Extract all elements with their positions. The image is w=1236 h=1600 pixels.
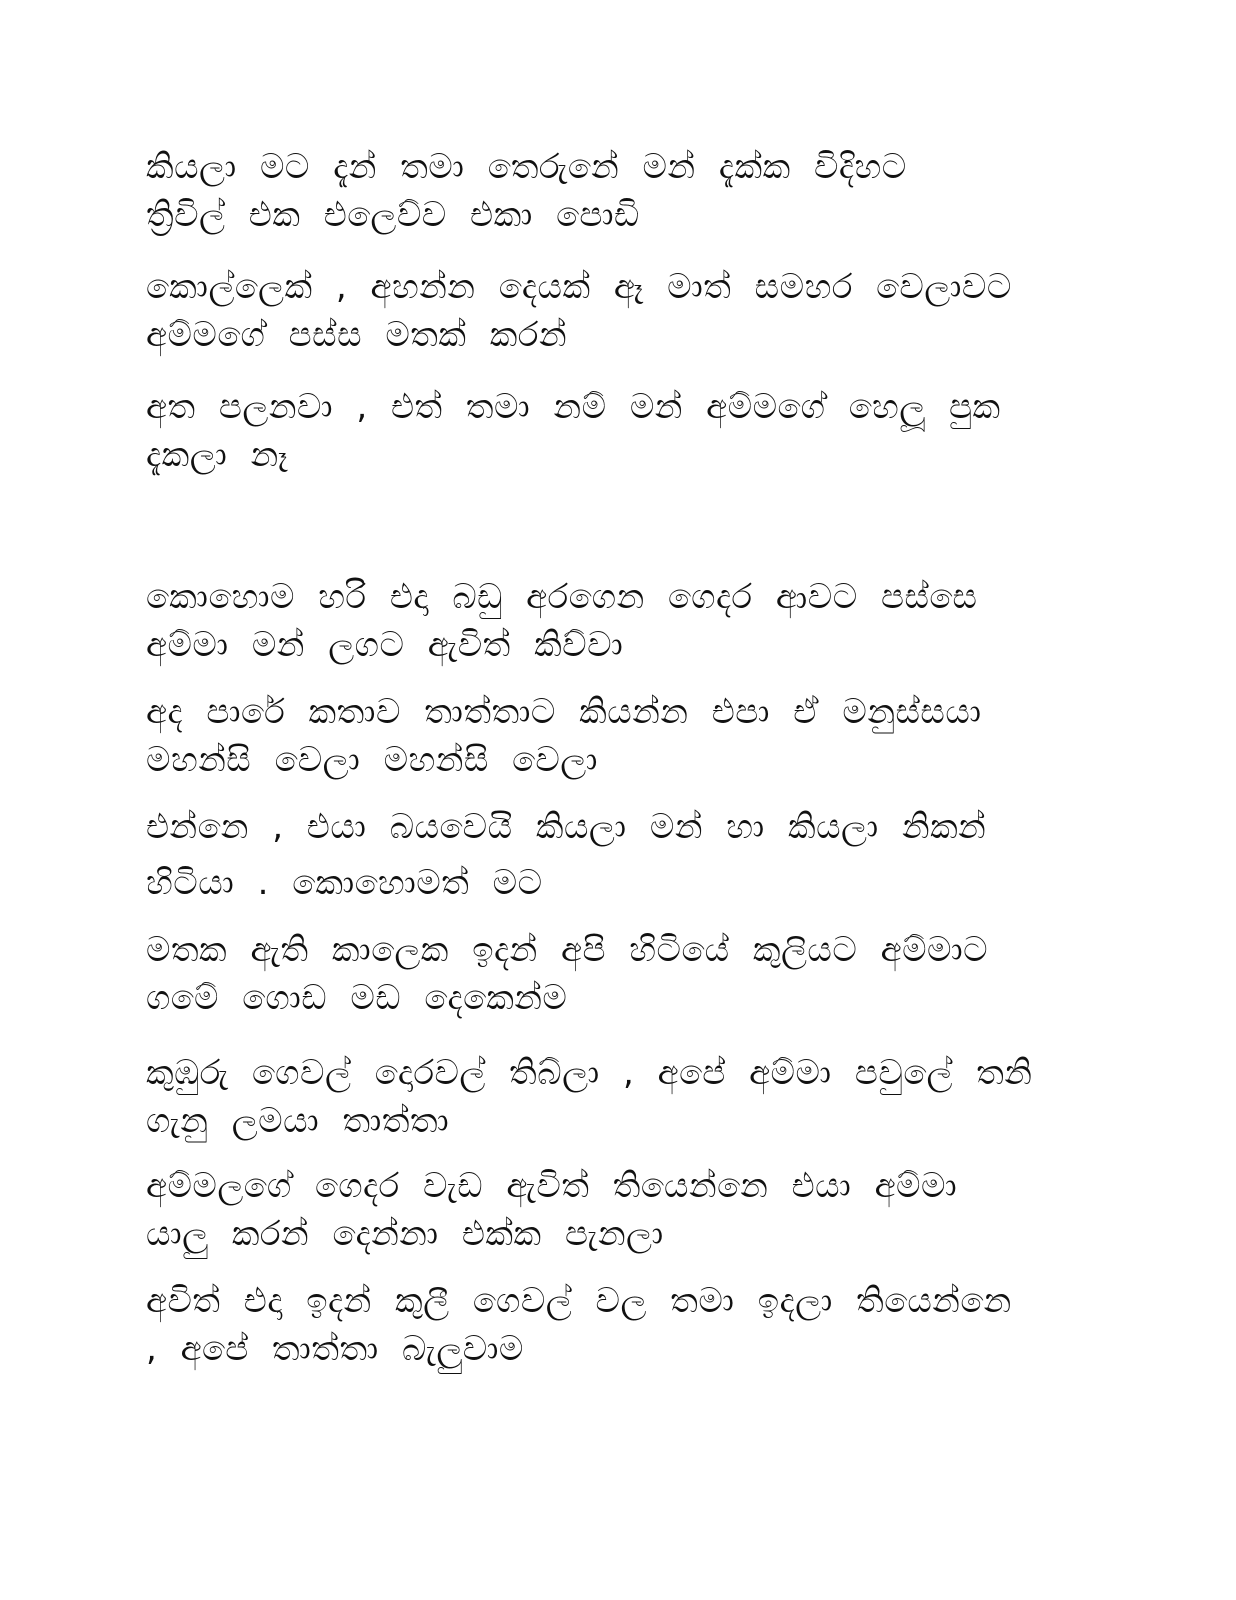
paragraph-1 — [146, 143, 1106, 239]
text-line: යාලු කරන් දෙන්නා එක්ක පැනලා — [146, 1214, 664, 1254]
paragraph-3 — [146, 383, 1106, 479]
text-line: , අපේ තාත්තා බැලුවාම — [146, 1329, 524, 1369]
text-line: මතක ඇති කාලෙක ඉදන් අපි හිටියේ කුලියට අම්මාට — [146, 930, 989, 970]
paragraph-4 — [146, 573, 1106, 669]
paragraph-7 — [146, 926, 1106, 1022]
text-line: අද පාරේ කතාව තාත්තාට කියන්න එපා ඒ මනුස්සයා — [146, 692, 982, 732]
text-line: හිටියා . කොහොමත් මට — [146, 863, 543, 903]
text-line: දැකලා නෑ — [146, 435, 289, 475]
paragraph-6 — [146, 803, 1106, 907]
paragraph-2 — [146, 263, 1106, 359]
text-line: කුඹුරු ගෙවල් දොරවල් තිබ්ලා , අපේ අම්මා පවුලේ තනි — [146, 1053, 1033, 1093]
paragraph-10 — [146, 1277, 1106, 1373]
paragraph-9 — [146, 1162, 1106, 1258]
text-line: අම්මලගේ ගෙදර වැඩ ඇවිත් තියෙන්නෙ එයා අම්මා — [146, 1166, 958, 1206]
paragraph-8 — [146, 1049, 1106, 1145]
text-line: කොහොම හරි එදා බඩු අරගෙන ගෙදර ආවට පස්සෙ — [146, 577, 978, 617]
text-line: අත පලනවා , එත් තමා නම් මන් අම්මගේ හෙලූ පුක — [146, 387, 1001, 427]
text-line: ත්‍රිවිල් එක එලෙව්ව එකා පොඩි — [146, 195, 640, 235]
text-line: අම්මගේ පස්ස මතක් කරන් — [146, 315, 568, 355]
paragraph-5 — [146, 688, 1106, 784]
text-line: ගමේ ගොඩ මඩ දෙකෙන්ම — [146, 978, 568, 1018]
text-line: ගැනු ලමයා තාත්තා — [146, 1101, 450, 1141]
text-line: කියලා මට දැන් තමා තෙරුනේ මන් දැක්ක විදිහට — [146, 147, 907, 187]
text-line: අම්මා මන් ලගට ඇවිත් කිව්වා — [146, 625, 624, 665]
text-line: කොල්ලෙක් , අහන්න දෙයක් ඈ මාත් සමහර වෙලාවට — [146, 267, 1012, 307]
text-line: අවිත් එදා ඉදන් කුලී ගෙවල් වල තමා ඉදලා තියෙන්නෙ — [146, 1281, 1012, 1321]
text-line: එන්නෙ , එයා බයවෙයි කියලා මන් හා කියලා නිකන් — [146, 807, 987, 847]
text-line: මහන්සි වෙලා මහන්සි වෙලා — [146, 740, 598, 780]
